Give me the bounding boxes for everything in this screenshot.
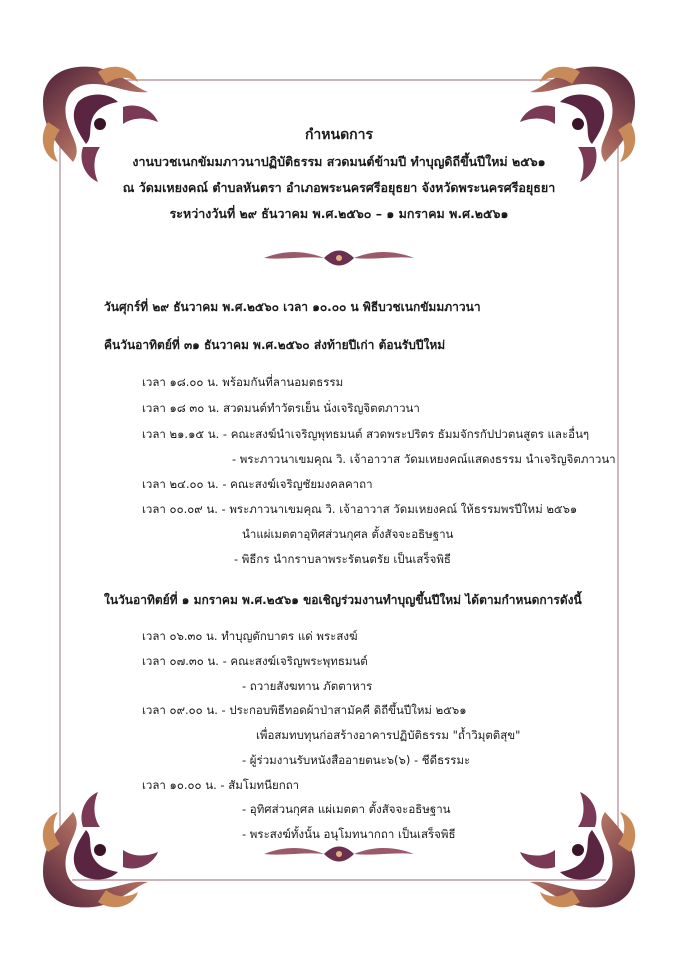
section-heading-new-year-day: ในวันอาทิตย์ที่ ๑ มกราคม พ.ศ.๒๕๖๑ ขอเชิญร่วมงานทำบุญขึ้นปีใหม่ ได้ตามกำหนดการดังนี้ — [104, 593, 582, 607]
schedule-item: - ถวายสังฆทาน ภัตตาหาร — [242, 679, 373, 693]
schedule-item: เวลา ๒๑.๑๕ น. - คณะสงฆ์นำเจริญพุทธมนต์ สวดพระปริตร ธัมมจักรกัปปวตนสูตร และอื่นๆ — [142, 427, 590, 441]
schedule-item: เวลา ๑๘ ๓๐ น. สวดมนต์ทำวัตรเย็น นั่งเจริญจิตตภาวนา — [142, 401, 420, 415]
header-line-3: ระหว่างวันที่ ๒๙ ธันวาคม พ.ศ.๒๕๖๐ – ๑ มกราคม พ.ศ.๒๕๖๑ — [169, 206, 509, 221]
header-line-2: ณ วัดมเหยงคณ์ ตำบลหันตรา อำเภอพระนครศรีอยุธยา จังหวัดพระนครศรีอยุธยา — [122, 180, 556, 195]
section-heading-sunday-night: คืนวันอาทิตย์ที่ ๓๑ ธันวาคม พ.ศ.๒๕๖๐ ส่งท้ายปีเก่า ต้อนรับปีใหม่ — [104, 338, 446, 352]
schedule-item: - พระภาวนาเขมคุณ วิ. เจ้าอาวาส วัดมเหยงคณ์แสดงธรรม นำเจริญจิตภาวนา — [232, 452, 616, 466]
schedule-item: เวลา ๐๗.๓๐ น. - คณะสงฆ์เจริญพระพุทธมนต์ — [142, 654, 368, 668]
schedule-item: - พระสงฆ์ทั้งนั้น อนุโมทนากถา เป็นเสร็จพิธี — [242, 827, 456, 841]
section-heading-friday: วันศุกร์ที่ ๒๙ ธันวาคม พ.ศ.๒๕๖๐ เวลา ๑๐.๐๐ น พิธีบวชเนกขัมมภาวนา — [104, 300, 481, 314]
schedule-item: - ผู้ร่วมงานรับหนังสืออายตนะ๖(๖) - ชีดีธรรมะ — [242, 753, 471, 767]
schedule-item: นำแผ่เมตตาอุทิศส่วนกุศล ตั้งสัจจะอธิษฐาน — [242, 527, 454, 541]
schedule-item: เวลา ๑๘.๐๐ น. พร้อมกันที่ลานอมตธรรม — [142, 375, 344, 389]
schedule-item: เวลา ๑๐.๐๐ น. - สัมโมทนียกถา — [142, 778, 300, 792]
schedule-item: - อุทิศส่วนกุศล แผ่เมตตา ตั้งสัจจะอธิษฐาน — [242, 802, 451, 816]
schedule-item: เวลา ๐๐.๐๙ น. - พระภาวนาเขมคุณ วิ. เจ้าอาวาส วัดมเหยงคณ์ ให้ธรรมพรปีใหม่ ๒๕๖๑ — [142, 502, 578, 516]
schedule-item: เวลา ๒๔.๐๐ น. - คณะสงฆ์เจริญชัยมงคลคาถา — [142, 477, 373, 491]
schedule-item: เพื่อสมทบทุนก่อสร้างอาคารปฏิบัติธรรม "ถ้ำวิมุตติสุข" — [256, 728, 521, 742]
schedule-item: เวลา ๐๙.๐๐ น. - ประกอบพิธีทอดผ้าป่าสามัคคี ดิถีขึ้นปีใหม่ ๒๕๖๑ — [142, 703, 467, 717]
schedule-item: - พิธีกร นำกราบลาพระรัตนตรัย เป็นเสร็จพิธี — [234, 552, 451, 566]
page-title: กำหนดการ — [304, 127, 374, 143]
schedule-item: เวลา ๐๖.๓๐ น. ทำบุญตักบาตร แด่ พระสงฆ์ — [142, 629, 358, 643]
header-line-1: งานบวชเนกขัมมภาวนาปฏิบัติธรรม สวดมนต์ข้ามปี ทำบุญดิถีขึ้นปีใหม่ ๒๕๖๑ — [132, 154, 546, 169]
